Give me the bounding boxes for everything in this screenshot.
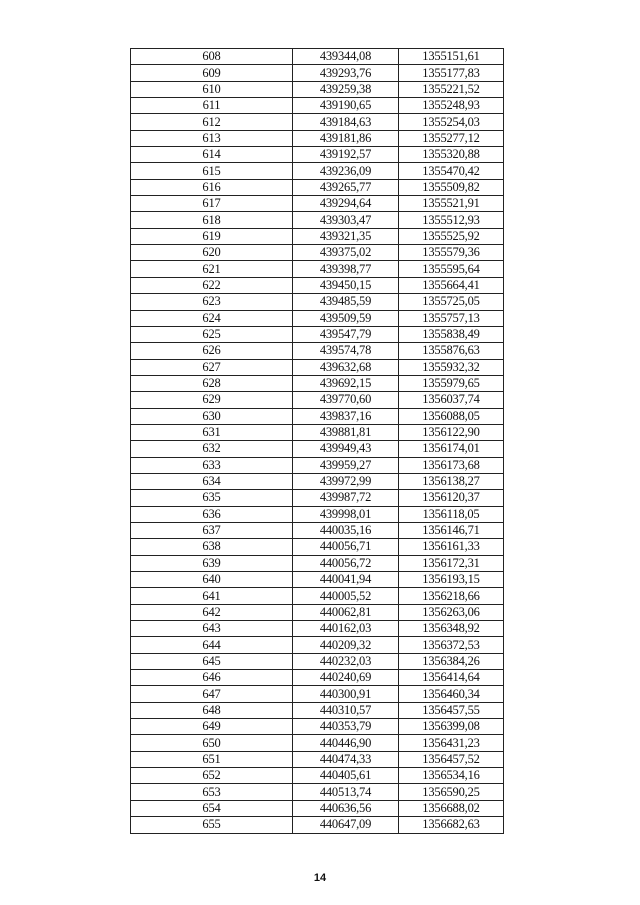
- table-row: [131, 800, 504, 816]
- point-number-cell: 641: [131, 588, 293, 604]
- y-coordinate-cell: 1356138,27: [399, 473, 504, 489]
- y-coordinate-cell: 1355932,32: [399, 359, 504, 375]
- table-row: [131, 784, 504, 800]
- x-coordinate-cell: 439303,47: [293, 212, 399, 228]
- x-coordinate-cell: 439770,60: [293, 392, 399, 408]
- table-row: [131, 522, 504, 538]
- y-coordinate-cell: 1355725,05: [399, 294, 504, 310]
- y-coordinate-cell: 1355512,93: [399, 212, 504, 228]
- y-coordinate-cell: 1356161,33: [399, 539, 504, 555]
- y-coordinate-cell: 1356414,64: [399, 670, 504, 686]
- point-number-cell: 651: [131, 751, 293, 767]
- point-number-cell: 635: [131, 490, 293, 506]
- y-coordinate-cell: 1356037,74: [399, 392, 504, 408]
- table-row: [131, 147, 504, 163]
- y-coordinate-cell: 1355595,64: [399, 261, 504, 277]
- table-row: [131, 163, 504, 179]
- y-coordinate-cell: 1356348,92: [399, 621, 504, 637]
- point-number-cell: 636: [131, 506, 293, 522]
- table-row: [131, 604, 504, 620]
- point-number-cell: 629: [131, 392, 293, 408]
- y-coordinate-cell: 1356263,06: [399, 604, 504, 620]
- y-coordinate-cell: 1356088,05: [399, 408, 504, 424]
- x-coordinate-cell: 440035,16: [293, 522, 399, 538]
- y-coordinate-cell: 1356218,66: [399, 588, 504, 604]
- table-row: [131, 457, 504, 473]
- point-number-cell: 648: [131, 702, 293, 718]
- point-number-cell: 642: [131, 604, 293, 620]
- x-coordinate-cell: 440513,74: [293, 784, 399, 800]
- point-number-cell: 652: [131, 768, 293, 784]
- y-coordinate-cell: 1356146,71: [399, 522, 504, 538]
- x-coordinate-cell: 439192,57: [293, 147, 399, 163]
- point-number-cell: 620: [131, 245, 293, 261]
- table-row: [131, 686, 504, 702]
- y-coordinate-cell: 1355579,36: [399, 245, 504, 261]
- x-coordinate-cell: 440636,56: [293, 800, 399, 816]
- x-coordinate-cell: 439375,02: [293, 245, 399, 261]
- table-row: [131, 326, 504, 342]
- y-coordinate-cell: 1356173,68: [399, 457, 504, 473]
- table-row: [131, 670, 504, 686]
- point-number-cell: 655: [131, 817, 293, 833]
- point-number-cell: 614: [131, 147, 293, 163]
- point-number-cell: 612: [131, 114, 293, 130]
- x-coordinate-cell: 439837,16: [293, 408, 399, 424]
- point-number-cell: 621: [131, 261, 293, 277]
- x-coordinate-cell: 439547,79: [293, 326, 399, 342]
- table-row: [131, 408, 504, 424]
- table-row: [131, 817, 504, 833]
- table-row: [131, 49, 504, 65]
- x-coordinate-cell: 439998,01: [293, 506, 399, 522]
- y-coordinate-cell: 1355470,42: [399, 163, 504, 179]
- point-number-cell: 650: [131, 735, 293, 751]
- y-coordinate-cell: 1355525,92: [399, 228, 504, 244]
- x-coordinate-cell: 439881,81: [293, 424, 399, 440]
- x-coordinate-cell: 440240,69: [293, 670, 399, 686]
- point-number-cell: 625: [131, 326, 293, 342]
- table-row: [131, 375, 504, 391]
- y-coordinate-cell: 1355509,82: [399, 179, 504, 195]
- x-coordinate-cell: 439959,27: [293, 457, 399, 473]
- x-coordinate-cell: 439190,65: [293, 98, 399, 114]
- x-coordinate-cell: 439265,77: [293, 179, 399, 195]
- point-number-cell: 634: [131, 473, 293, 489]
- y-coordinate-cell: 1355221,52: [399, 81, 504, 97]
- table-row: [131, 621, 504, 637]
- table-row: [131, 424, 504, 440]
- coordinates-table: [130, 48, 504, 834]
- y-coordinate-cell: 1356431,23: [399, 735, 504, 751]
- x-coordinate-cell: 439294,64: [293, 196, 399, 212]
- y-coordinate-cell: 1356193,15: [399, 572, 504, 588]
- point-number-cell: 608: [131, 49, 293, 65]
- point-number-cell: 632: [131, 441, 293, 457]
- y-coordinate-cell: 1355979,65: [399, 375, 504, 391]
- table-row: [131, 277, 504, 293]
- x-coordinate-cell: 439574,78: [293, 343, 399, 359]
- table-row: [131, 179, 504, 195]
- y-coordinate-cell: 1356372,53: [399, 637, 504, 653]
- x-coordinate-cell: 440056,71: [293, 539, 399, 555]
- table-row: [131, 114, 504, 130]
- point-number-cell: 653: [131, 784, 293, 800]
- point-number-cell: 609: [131, 65, 293, 81]
- x-coordinate-cell: 439398,77: [293, 261, 399, 277]
- table-row: [131, 441, 504, 457]
- x-coordinate-cell: 440446,90: [293, 735, 399, 751]
- table-row: [131, 81, 504, 97]
- point-number-cell: 633: [131, 457, 293, 473]
- x-coordinate-cell: 440310,57: [293, 702, 399, 718]
- y-coordinate-cell: 1355151,61: [399, 49, 504, 65]
- x-coordinate-cell: 439321,35: [293, 228, 399, 244]
- table-row: [131, 392, 504, 408]
- table-row: [131, 310, 504, 326]
- table-row: [131, 228, 504, 244]
- table-row: [131, 539, 504, 555]
- y-coordinate-cell: 1355838,49: [399, 326, 504, 342]
- x-coordinate-cell: 439485,59: [293, 294, 399, 310]
- point-number-cell: 616: [131, 179, 293, 195]
- y-coordinate-cell: 1355521,91: [399, 196, 504, 212]
- table-row: [131, 751, 504, 767]
- table-row: [131, 343, 504, 359]
- table-row: [131, 65, 504, 81]
- y-coordinate-cell: 1356460,34: [399, 686, 504, 702]
- point-number-cell: 610: [131, 81, 293, 97]
- x-coordinate-cell: 440474,33: [293, 751, 399, 767]
- x-coordinate-cell: 440353,79: [293, 719, 399, 735]
- x-coordinate-cell: 439949,43: [293, 441, 399, 457]
- point-number-cell: 649: [131, 719, 293, 735]
- table-row: [131, 702, 504, 718]
- table-row: [131, 768, 504, 784]
- x-coordinate-cell: 439259,38: [293, 81, 399, 97]
- point-number-cell: 622: [131, 277, 293, 293]
- y-coordinate-cell: 1356384,26: [399, 653, 504, 669]
- point-number-cell: 627: [131, 359, 293, 375]
- point-number-cell: 619: [131, 228, 293, 244]
- page-number: 14: [313, 872, 327, 884]
- table-row: [131, 572, 504, 588]
- point-number-cell: 640: [131, 572, 293, 588]
- table-row: [131, 735, 504, 751]
- y-coordinate-cell: 1356457,52: [399, 751, 504, 767]
- x-coordinate-cell: 439987,72: [293, 490, 399, 506]
- table-row: [131, 359, 504, 375]
- point-number-cell: 638: [131, 539, 293, 555]
- x-coordinate-cell: 440647,09: [293, 817, 399, 833]
- y-coordinate-cell: 1355248,93: [399, 98, 504, 114]
- table-row: [131, 245, 504, 261]
- y-coordinate-cell: 1356399,08: [399, 719, 504, 735]
- table-row: [131, 653, 504, 669]
- x-coordinate-cell: 439692,15: [293, 375, 399, 391]
- x-coordinate-cell: 440056,72: [293, 555, 399, 571]
- y-coordinate-cell: 1356457,55: [399, 702, 504, 718]
- x-coordinate-cell: 440209,32: [293, 637, 399, 653]
- y-coordinate-cell: 1356534,16: [399, 768, 504, 784]
- y-coordinate-cell: 1356590,25: [399, 784, 504, 800]
- table-row: [131, 212, 504, 228]
- y-coordinate-cell: 1355277,12: [399, 130, 504, 146]
- point-number-cell: 615: [131, 163, 293, 179]
- y-coordinate-cell: 1356174,01: [399, 441, 504, 457]
- y-coordinate-cell: 1356682,63: [399, 817, 504, 833]
- point-number-cell: 623: [131, 294, 293, 310]
- point-number-cell: 647: [131, 686, 293, 702]
- x-coordinate-cell: 440062,81: [293, 604, 399, 620]
- x-coordinate-cell: 440405,61: [293, 768, 399, 784]
- point-number-cell: 628: [131, 375, 293, 391]
- y-coordinate-cell: 1356118,05: [399, 506, 504, 522]
- x-coordinate-cell: 439344,08: [293, 49, 399, 65]
- table-row: [131, 196, 504, 212]
- y-coordinate-cell: 1355320,88: [399, 147, 504, 163]
- table-row: [131, 98, 504, 114]
- x-coordinate-cell: 440232,03: [293, 653, 399, 669]
- point-number-cell: 643: [131, 621, 293, 637]
- y-coordinate-cell: 1355664,41: [399, 277, 504, 293]
- point-number-cell: 611: [131, 98, 293, 114]
- y-coordinate-cell: 1355254,03: [399, 114, 504, 130]
- point-number-cell: 624: [131, 310, 293, 326]
- x-coordinate-cell: 439293,76: [293, 65, 399, 81]
- table-row: [131, 490, 504, 506]
- point-number-cell: 626: [131, 343, 293, 359]
- x-coordinate-cell: 439236,09: [293, 163, 399, 179]
- point-number-cell: 613: [131, 130, 293, 146]
- x-coordinate-cell: 439632,68: [293, 359, 399, 375]
- table-row: [131, 555, 504, 571]
- table-row: [131, 506, 504, 522]
- table-row: [131, 719, 504, 735]
- x-coordinate-cell: 439509,59: [293, 310, 399, 326]
- table-row: [131, 261, 504, 277]
- point-number-cell: 630: [131, 408, 293, 424]
- x-coordinate-cell: 439450,15: [293, 277, 399, 293]
- table-row: [131, 130, 504, 146]
- table-row: [131, 637, 504, 653]
- table-row: [131, 588, 504, 604]
- point-number-cell: 645: [131, 653, 293, 669]
- table-row: [131, 294, 504, 310]
- y-coordinate-cell: 1355876,63: [399, 343, 504, 359]
- y-coordinate-cell: 1356120,37: [399, 490, 504, 506]
- x-coordinate-cell: 439184,63: [293, 114, 399, 130]
- y-coordinate-cell: 1356688,02: [399, 800, 504, 816]
- point-number-cell: 646: [131, 670, 293, 686]
- x-coordinate-cell: 439181,86: [293, 130, 399, 146]
- coordinates-table-body: [131, 49, 504, 834]
- x-coordinate-cell: 440300,91: [293, 686, 399, 702]
- point-number-cell: 618: [131, 212, 293, 228]
- point-number-cell: 631: [131, 424, 293, 440]
- y-coordinate-cell: 1356172,31: [399, 555, 504, 571]
- x-coordinate-cell: 440041,94: [293, 572, 399, 588]
- x-coordinate-cell: 440005,52: [293, 588, 399, 604]
- y-coordinate-cell: 1356122,90: [399, 424, 504, 440]
- point-number-cell: 637: [131, 522, 293, 538]
- x-coordinate-cell: 440162,03: [293, 621, 399, 637]
- x-coordinate-cell: 439972,99: [293, 473, 399, 489]
- point-number-cell: 654: [131, 800, 293, 816]
- point-number-cell: 639: [131, 555, 293, 571]
- y-coordinate-cell: 1355757,13: [399, 310, 504, 326]
- table-row: [131, 473, 504, 489]
- point-number-cell: 617: [131, 196, 293, 212]
- point-number-cell: 644: [131, 637, 293, 653]
- y-coordinate-cell: 1355177,83: [399, 65, 504, 81]
